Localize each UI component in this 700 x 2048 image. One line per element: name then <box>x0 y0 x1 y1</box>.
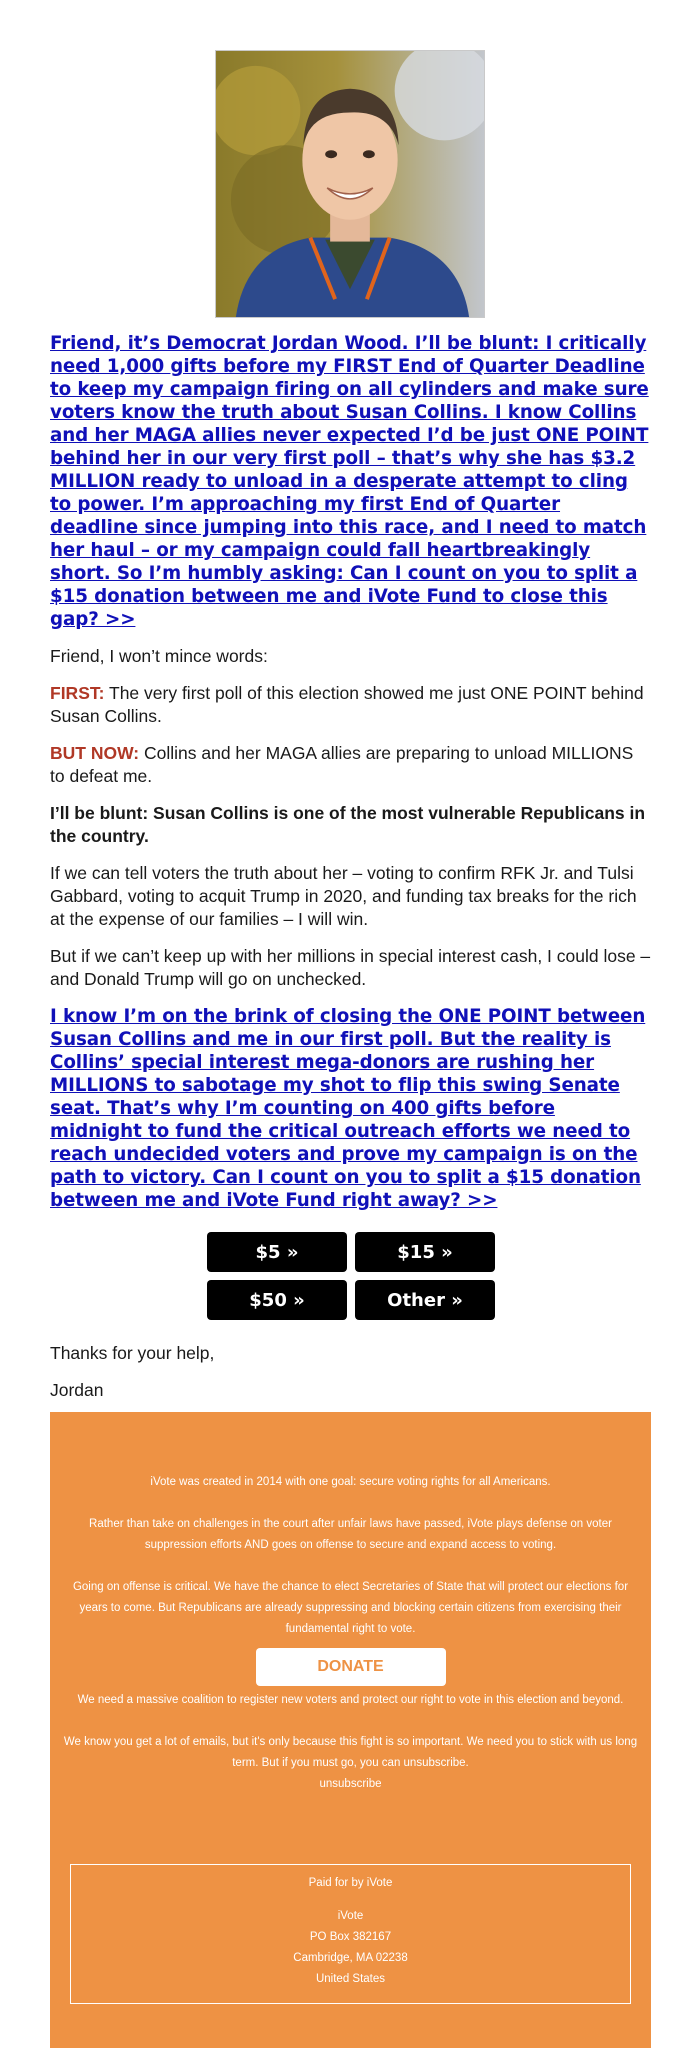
first-paragraph <box>50 682 652 728</box>
lead-donation-link[interactable]: Friend, it’s Democrat Jordan Wood. I’ll be blunt: I critically need 1,000 gifts before my FIRST End of Quarter Deadline to keep my campaign firing on all cylinders and make sure voters know the truth about Susan Collins. I know Collins and her MAGA allies never expected I’d be just ONE POINT behind her in our very first poll – that’s why she has $3.2 MILLION ready to unload in a desperate attempt to cling to power. I’m approaching my first End of Quarter deadline since jumping into this race, and I need to match her haul – or my campaign could fall heartbreakingly short. So I’m humbly asking: Can I count on you to split a $15 donation between me and iVote Fund to close this gap? >> <box>50 333 649 630</box>
footer-emails-note: We know you get a lot of emails, but it's only because this fight is so important. We need you to stick with us long term. But if you must go, you can unsubscribe. <box>63 1736 638 1769</box>
signature: Jordan <box>50 1380 104 1400</box>
but-now-label: BUT NOW: <box>50 743 140 763</box>
footer-offense: Going on offense is critical. We have the chance to elect Secretaries of State that will protect our elections for years to come. But Republicans are already suppressing and blocking certain citizens from exercising their fundamental right to vote. <box>72 1581 629 1635</box>
donate-50-button[interactable]: $50 » <box>207 1280 347 1320</box>
blunt-paragraph: I’ll be blunt: Susan Collins is one of the most vulnerable Republicans in the country. <box>50 803 646 846</box>
paid-for-box <box>70 1864 631 2004</box>
footer-mission: iVote was created in 2014 with one goal: secure voting rights for all Americans. <box>150 1476 551 1488</box>
footer-defense: Rather than take on challenges in the court after unfair laws have passed, iVote plays defense on voter suppression efforts AND goes on offense to secure and expand access to voting. <box>89 1518 612 1551</box>
second-donation-link[interactable]: I know I’m on the brink of closing the ONE POINT between Susan Collins and me in our first poll. But the reality is Collins’ special interest mega-donors are rushing her MILLIONS to sabotage my shot to flip this swing Senate seat. That’s why I’m counting on 400 gifts before midnight to fund the critical outreach efforts we need to reach undecided voters and prove my campaign is on the path to victory. Can I count on you to split a $15 donation between me and iVote Fund right away? >> <box>50 1006 646 1211</box>
cash-paragraph: But if we can’t keep up with her millions in special interest cash, I could lose – and Donald Trump will go on unchecked. <box>50 946 651 989</box>
paid-for-line: Paid for by iVote <box>308 1877 393 1889</box>
email-body <box>50 332 652 1416</box>
spacer <box>71 1894 630 1906</box>
unsubscribe-link[interactable]: unsubscribe <box>319 1778 382 1790</box>
first-label: FIRST: <box>50 683 105 703</box>
footer-donate-button[interactable]: DONATE <box>256 1648 446 1686</box>
org-name: iVote <box>337 1910 364 1922</box>
footer-coalition: We need a massive coalition to register new voters and protect our right to vote in this election and beyond. <box>77 1694 624 1706</box>
candidate-photo <box>215 50 485 318</box>
thanks-line: Thanks for your help, <box>50 1343 215 1363</box>
donate-other-button[interactable]: Other » <box>355 1280 495 1320</box>
greeting: Friend, I won’t mince words: <box>50 646 268 666</box>
po-box: PO Box 382167 <box>309 1931 392 1943</box>
donate-15-button[interactable]: $15 » <box>355 1232 495 1272</box>
donate-5-button[interactable]: $5 » <box>207 1232 347 1272</box>
country-line: United States <box>315 1973 386 1985</box>
truth-paragraph: If we can tell voters the truth about her – voting to confirm RFK Jr. and Tulsi Gabbard, voting to acquit Trump in 2020, and funding tax breaks for the rich at the expense of our families – I will win. <box>50 863 637 929</box>
but-now-text: Collins and her MAGA allies are preparing to unload MILLIONS to defeat me. <box>50 743 634 786</box>
donation-buttons <box>50 1232 652 1320</box>
city-line: Cambridge, MA 02238 <box>293 1952 408 1964</box>
organization-footer <box>50 1412 651 2048</box>
but-now-paragraph <box>50 742 652 788</box>
first-text: The very first poll of this election showed me just ONE POINT behind Susan Collins. <box>50 683 644 726</box>
